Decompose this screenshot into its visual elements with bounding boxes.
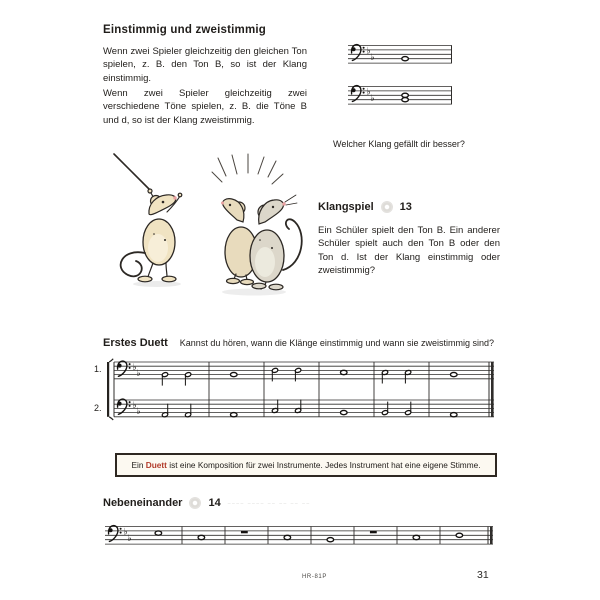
page-title: Einstimmig und zweistimmig xyxy=(103,24,267,36)
track-number: 14 xyxy=(208,497,221,509)
nebeneinander-heading: Nebeneinander xyxy=(103,497,183,509)
klangspiel-header xyxy=(318,201,412,213)
notation-duet-system xyxy=(106,358,498,426)
footer-catalog-code: HR-81P xyxy=(302,574,327,580)
staff-label-2: 2. xyxy=(94,403,102,413)
paragraph-two-voices: Wenn zwei Spieler gleichzeitig zwei verschiedene Töne spielen, z. B. die Töne B und d, so ist der Klang zweistimmig. xyxy=(103,88,307,126)
erstes-duett-heading: Erstes Duett xyxy=(103,337,168,349)
staff-label-1: 1. xyxy=(94,364,102,374)
nebeneinander-header xyxy=(103,497,311,509)
svg-text:♭: ♭ xyxy=(136,406,141,417)
svg-text:♭: ♭ xyxy=(366,46,371,57)
notation-example-interval xyxy=(347,83,455,109)
cd-icon xyxy=(189,497,201,509)
klangspiel-body: Ein Schüler spielt den Ton B. Ein anderer Schüler spielt auch den Ton B oder den Ton d. Ist der Klang einstimmig oder zweistimmig? xyxy=(318,225,500,277)
info-box-term: Duett xyxy=(145,460,167,470)
svg-text:♭: ♭ xyxy=(370,53,375,64)
notation-nebeneinander xyxy=(104,523,496,549)
faded-text-marks: –––– –––– –– –– –– –– xyxy=(227,501,311,507)
erstes-duett-header xyxy=(103,337,494,349)
info-box-lead: Ein xyxy=(131,460,146,470)
track-number: 13 xyxy=(399,201,412,213)
notation-example-unison xyxy=(347,42,455,68)
question-which-sound: Welcher Klang gefällt dir besser? xyxy=(333,139,465,149)
svg-text:♭: ♭ xyxy=(136,368,141,379)
klangspiel-heading: Klangspiel xyxy=(318,201,374,213)
erstes-duett-question: Kannst du hören, wann die Klänge einstimmig und wann sie zweistimmig sind? xyxy=(179,338,494,348)
svg-text:♭: ♭ xyxy=(132,362,137,373)
baton-icon xyxy=(114,154,150,190)
svg-text:♭: ♭ xyxy=(123,527,128,538)
mice-illustration xyxy=(100,148,315,316)
svg-text:♭: ♭ xyxy=(132,400,137,411)
motion-lines-icon xyxy=(212,154,283,184)
svg-text:♭: ♭ xyxy=(366,87,371,98)
page-number: 31 xyxy=(477,569,489,581)
duett-info-box xyxy=(115,453,497,477)
cd-icon xyxy=(381,201,393,213)
svg-text:♭: ♭ xyxy=(127,534,132,545)
info-box-rest: ist eine Komposition für zwei Instrumente. Jedes Instrument hat eine eigene Stimme. xyxy=(166,460,481,470)
svg-text:♭: ♭ xyxy=(370,94,375,105)
paragraph-unison: Wenn zwei Spieler gleichzeitig den gleichen Ton spielen, z. B. den Ton B, so ist der Klang einstimmig. xyxy=(103,46,307,84)
